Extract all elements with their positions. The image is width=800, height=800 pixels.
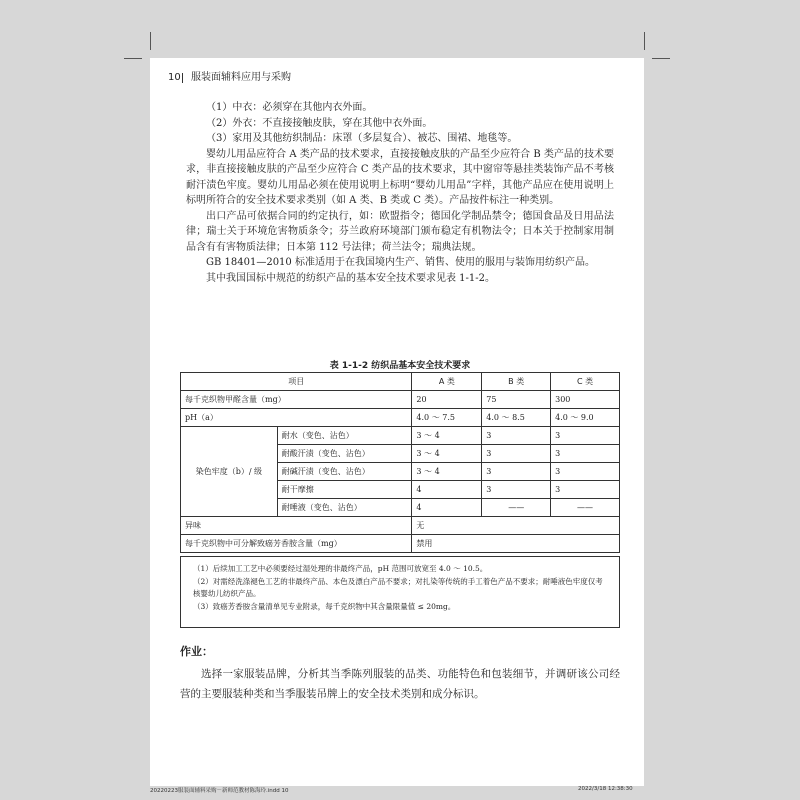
cell-b: 3 <box>482 481 551 499</box>
page-number: 10 <box>168 72 181 83</box>
cell-b: 4.0 ～ 8.5 <box>482 409 551 427</box>
crop-mark <box>150 32 151 50</box>
sub-row-label: 耐水（变色、沾色） <box>277 427 412 445</box>
book-page <box>150 58 644 786</box>
header-divider <box>182 73 183 83</box>
crop-mark <box>644 32 645 50</box>
body-text <box>186 100 614 286</box>
table-row <box>181 427 620 445</box>
cell-a: 3 ～ 4 <box>412 463 482 481</box>
safety-requirements-table <box>180 372 620 553</box>
cell-a: 3 ～ 4 <box>412 427 482 445</box>
sub-row-label: 耐唾液（变色、沾色） <box>277 499 412 517</box>
paragraph: （1）中衣：必须穿在其他内衣外面。 <box>206 102 373 113</box>
note: （2）对需经洗涤褪色工艺的非最终产品、本色及漂白产品不要求；对扎染等传统的手工着色产品不要求；耐唾液色牢度仅考核婴幼儿纺织产品。 <box>193 576 603 598</box>
cell-a: 20 <box>412 391 482 409</box>
header-class-b: B 类 <box>482 373 551 391</box>
paragraph: （3）家用及其他纺织制品：床罩（多层复合）、被芯、围裙、地毯等。 <box>206 133 518 144</box>
sub-row-label: 耐碱汗渍（变色、沾色） <box>277 463 412 481</box>
sub-row-label: 耐干摩擦 <box>277 481 412 499</box>
row-label: 每千克织物甲醛含量（mg） <box>181 391 412 409</box>
row-label: 每千克织物中可分解致癌芳香胺含量（mg） <box>181 535 412 553</box>
book-title: 服装面辅料应用与采购 <box>191 72 291 83</box>
cell-c: 3 <box>551 427 620 445</box>
paragraph: GB 18401—2010 标准适用于在我国境内生产、销售、使用的服用与装饰用纺织产品。 <box>206 257 595 268</box>
running-header <box>168 70 638 86</box>
merged-cell: 无 <box>412 517 620 535</box>
cell-c: 4.0 ～ 9.0 <box>551 409 620 427</box>
table-notes <box>180 556 620 628</box>
cell-a: 4 <box>412 481 482 499</box>
cell-c: 3 <box>551 481 620 499</box>
cell-c: 3 <box>551 445 620 463</box>
cell-b: 75 <box>482 391 551 409</box>
table-header-row <box>181 373 620 391</box>
table-row <box>181 535 620 553</box>
cell-c: 3 <box>551 463 620 481</box>
homework-text: 选择一家服装品牌，分析其当季陈列服装的品类、功能特色和包装细节，并调研该公司经营的主要服装种类和当季服装吊牌上的安全技术类别和成分标识。 <box>180 668 620 700</box>
header-item: 项目 <box>181 373 412 391</box>
row-label: pH（a） <box>181 409 412 427</box>
row-label: 异味 <box>181 517 412 535</box>
table-title: 表 1-1-2 纺织品基本安全技术要求 <box>329 361 471 371</box>
note: （1）后续加工工艺中必须要经过湿处理的非最终产品，pH 范围可放宽至 4.0 ～ 10.5。 <box>193 564 488 573</box>
paragraph: （2）外衣：不直接接触皮肤，穿在其他中衣外面。 <box>206 117 433 129</box>
paragraph: 出口产品可依据合同的约定执行，如：欧盟指令；德国化学制品禁令；德国食品及日用品法律；瑞士关于环境危害物质条令；芬兰政府环境部门颁布稳定有机物法令；日本关于控制家用制品含有有害物质法律；日本第 112 号法律；荷兰法令；瑞典法规。 <box>186 210 614 253</box>
cell-a: 3 ～ 4 <box>412 445 482 463</box>
crop-mark <box>124 58 142 59</box>
cell-b: —— <box>482 499 551 517</box>
crop-mark <box>652 58 670 59</box>
paragraph: 婴幼儿用品应符合 A 类产品的技术要求，直接接触皮肤的产品至少应符合 B 类产品的技术要求，非直接接触皮肤的产品至少应符合 C 类产品的技术要求，其中窗帘等悬挂类装饰产品不考核耐汗渍色牢度。婴幼儿用品必须在使用说明上标明“婴幼儿用品”字样，其他产品应在使用说明上标明所符合的安全技术要求类别（如 A 类、B 类或 C 类）。产品按件标注一种类别。 <box>186 148 614 206</box>
slug-timestamp: 2022/3/18 12:38:30 <box>578 786 633 792</box>
cell-b: 3 <box>482 445 551 463</box>
table-row <box>181 517 620 535</box>
slug-file-name: 20220223服装面辅料采购－新师范教材陈海玲.indd 10 <box>150 788 289 794</box>
cell-c: 300 <box>551 391 620 409</box>
cell-b: 3 <box>482 427 551 445</box>
sub-row-label: 耐酸汗渍（变色、沾色） <box>277 445 412 463</box>
header-class-c: C 类 <box>551 373 620 391</box>
merged-cell: 禁用 <box>412 535 620 553</box>
cell-a: 4 <box>412 499 482 517</box>
header-class-a: A 类 <box>412 373 482 391</box>
homework-heading: 作业： <box>180 645 213 658</box>
paragraph: 其中我国国标中规范的纺织产品的基本安全技术要求见表 1-1-2。 <box>206 272 496 284</box>
table-row <box>181 409 620 427</box>
cell-a: 4.0 ～ 7.5 <box>412 409 482 427</box>
cell-c: —— <box>551 499 620 517</box>
cell-b: 3 <box>482 463 551 481</box>
table-row <box>181 391 620 409</box>
colorfastness-label: 染色牢度（b）/ 级 <box>181 427 278 517</box>
note: （3）致癌芳香胺含量清单见专业附录，每千克织物中其含量限量值 ≤ 20mg。 <box>193 601 456 611</box>
